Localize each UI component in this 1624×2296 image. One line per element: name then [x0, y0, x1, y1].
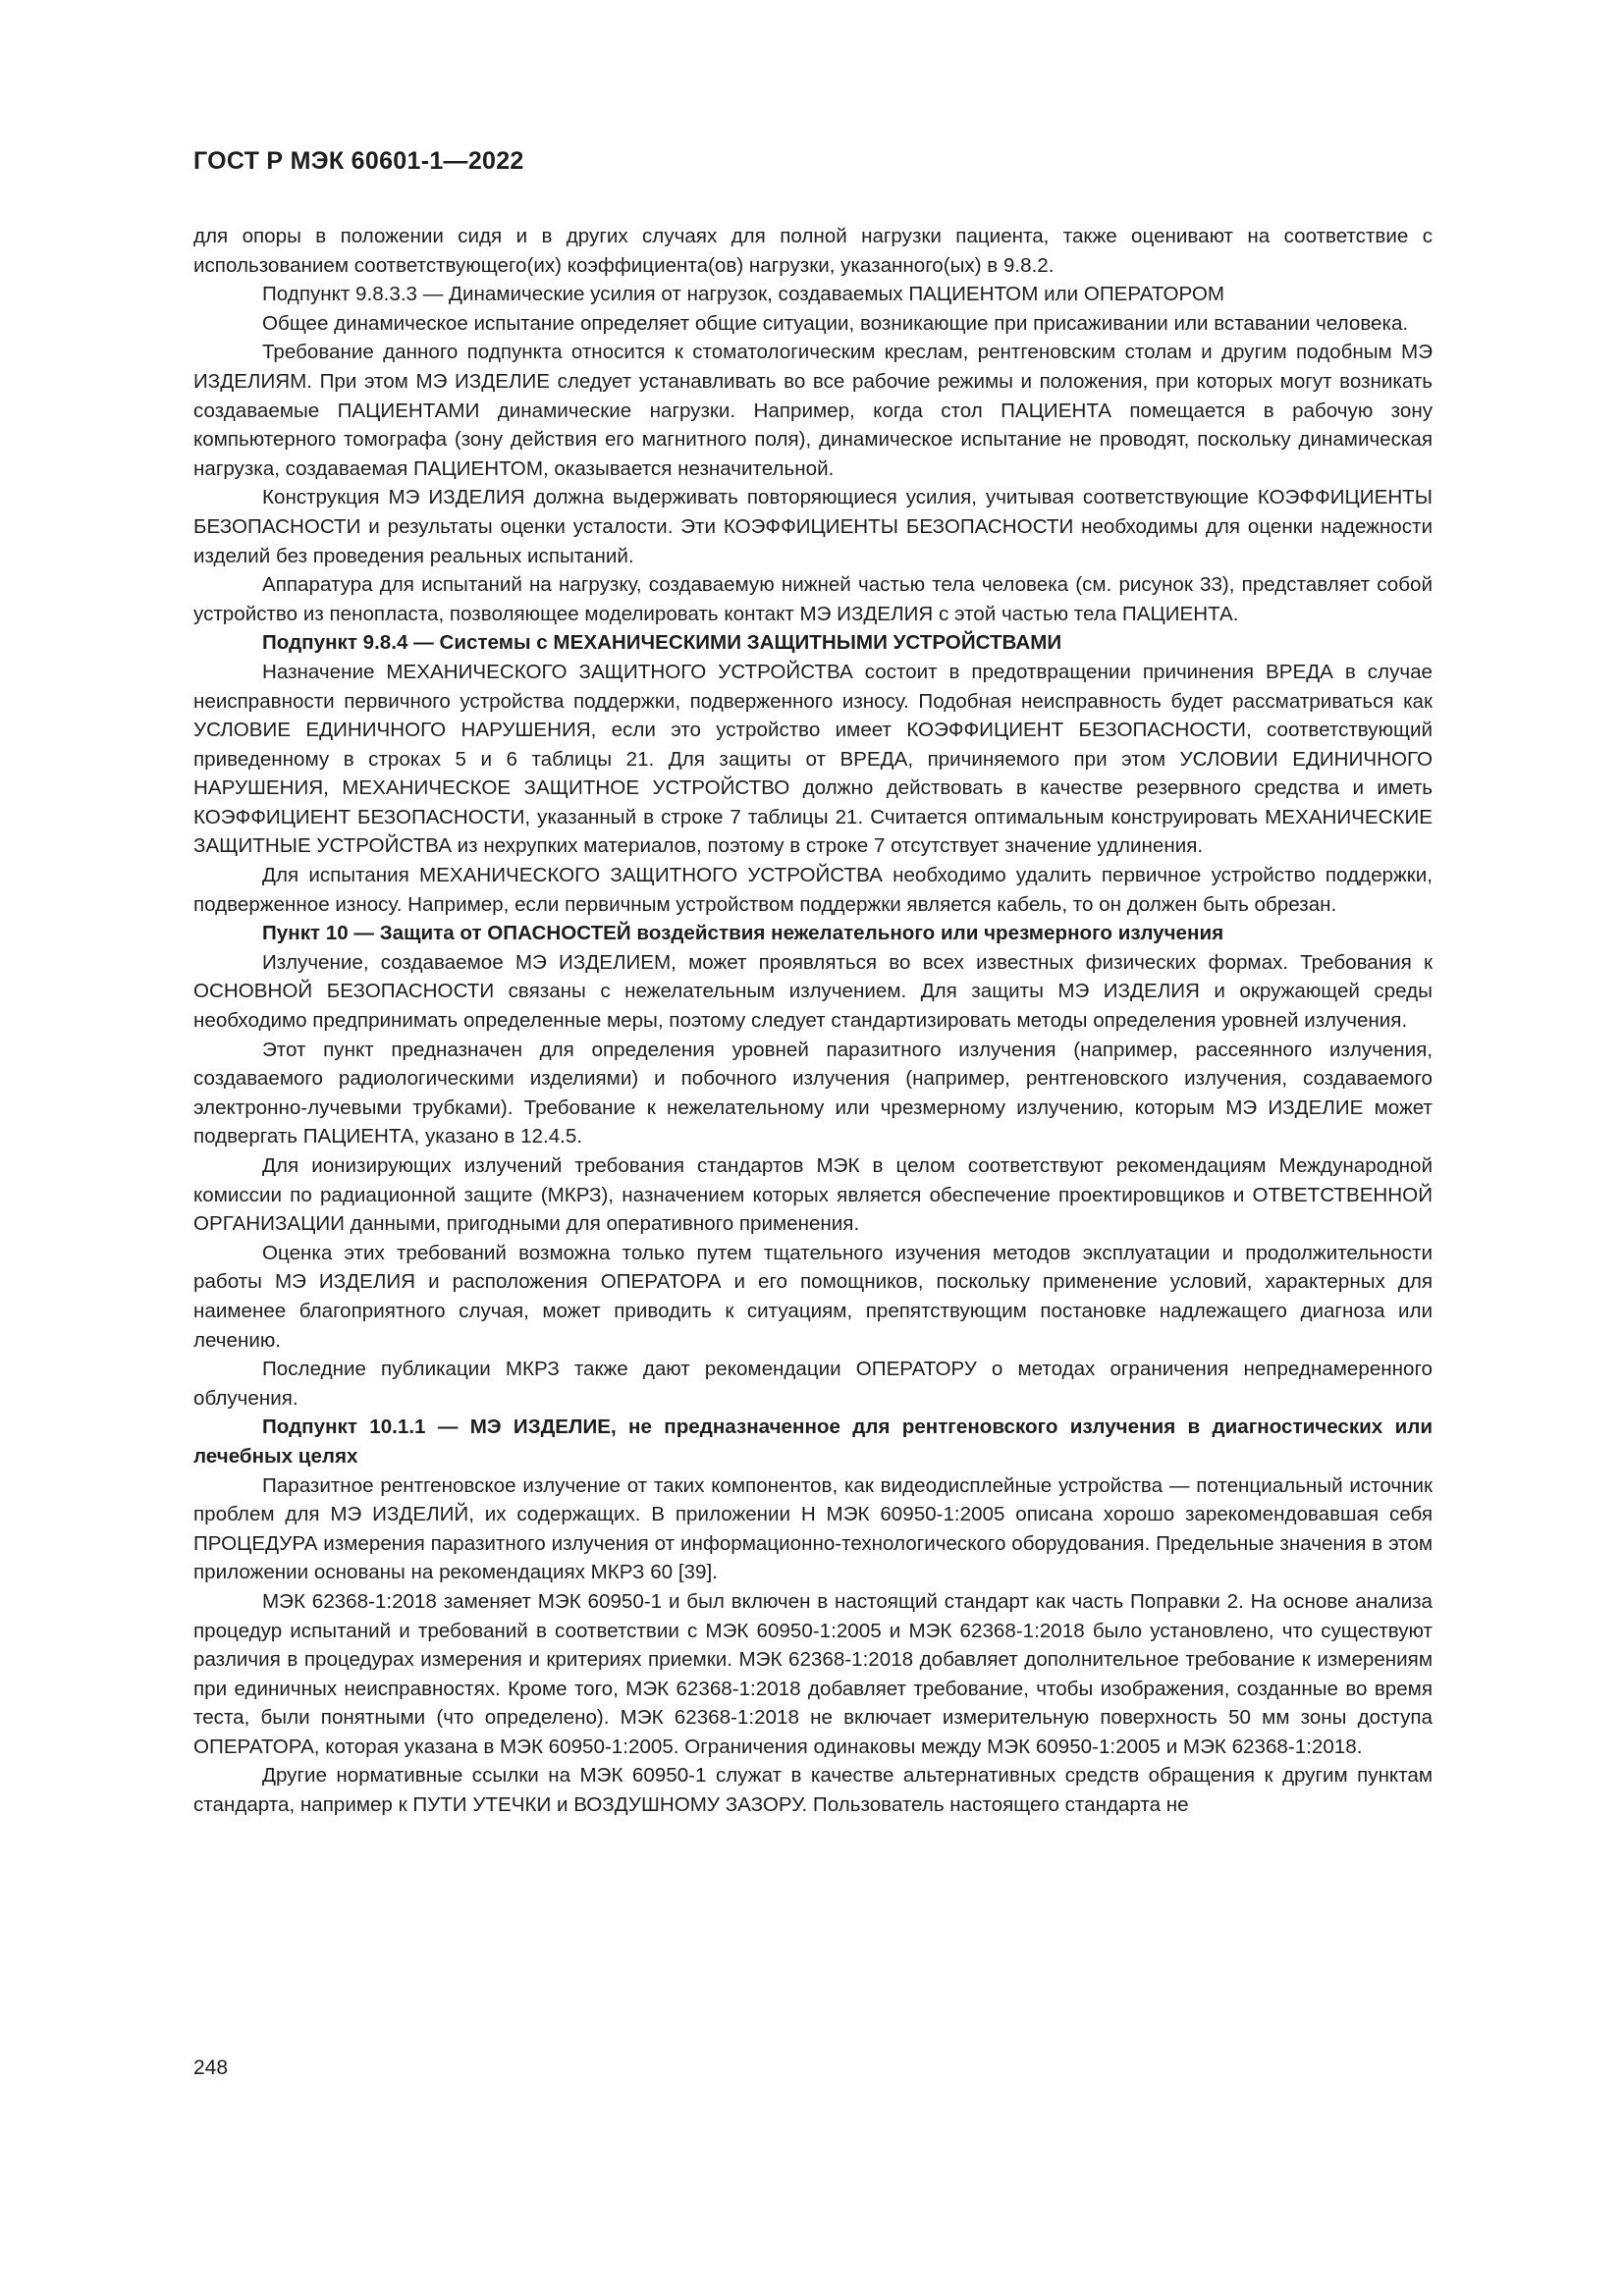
section-heading: Подпункт 10.1.1 — МЭ ИЗДЕЛИЕ, не предназначенное для рентгеновского излучения в диагностических или лечебных целях: [193, 1415, 1433, 1468]
section-heading: Пункт 10 — Защита от ОПАСНОСТЕЙ воздействия нежелательного или чрезмерного излучения: [262, 922, 1224, 945]
paragraph: для опоры в положении сидя и в других случаях для полной нагрузки пациента, также оценивают на соответствие с использованием соответствующего(их) коэффициента(ов) нагрузки, указанного(ых) в 9.8.2.: [193, 225, 1433, 277]
paragraph: Оценка этих требований возможна только путем тщательного изучения методов эксплуатации и продолжительности работы МЭ ИЗДЕЛИЯ и расположения ОПЕРАТОРА и его помощников, поскольку применение условий, характерных для наименее благоприятного случая, может приводить к ситуациям, препятствующим постановке надлежащего диагноза или лечению.: [193, 1241, 1433, 1352]
document-body: [193, 222, 1433, 1820]
page-number: 248: [193, 2056, 229, 2079]
paragraph: Другие нормативные ссылки на МЭК 60950-1 служат в качестве альтернативных средств обращения к другим пунктам стандарта, например к ПУТИ УТЕЧКИ и ВОЗДУШНОМУ ЗАЗОРУ. Пользователь настоящего стандарта не: [193, 1764, 1433, 1817]
document-header: ГОСТ Р МЭК 60601-1—2022: [193, 147, 524, 175]
paragraph: Излучение, создаваемое МЭ ИЗДЕЛИЕМ, может проявляться во всех известных физических формах. Требования к ОСНОВНОЙ БЕЗОПАСНОСТИ связаны с нежелательным излучением. Для защиты МЭ ИЗДЕЛИЯ и окружающей среды необходимо предпринимать определенные меры, поэтому следует стандартизировать методы определения уровней излучения.: [193, 950, 1433, 1033]
paragraph: Требование данного подпункта относится к стоматологическим креслам, рентгеновским столам и другим подобным МЭ ИЗДЕЛИЯМ. При этом МЭ ИЗДЕЛИЕ следует устанавливать во все рабочие режимы и положения, при которых могут возникать создаваемые ПАЦИЕНТАМИ динамические нагрузки. Например, когда стол ПАЦИЕНТА помещается в рабочую зону компьютерного томографа (зону действия его магнитного поля), динамическое испытание не проводят, поскольку динамическая нагрузка, создаваемая ПАЦИЕНТОМ, оказывается незначительной.: [193, 341, 1433, 480]
paragraph: Паразитное рентгеновское излучение от таких компонентов, как видеодисплейные устройства — потенциальный источник проблем для МЭ ИЗДЕЛИЙ, их содержащих. В приложении Н МЭК 60950-1:2005 описана хорошо зарекомендовавшая себя ПРОЦЕДУРА измерения паразитного излучения от информационно-технологического оборудования. Предельные значения в этом приложении основаны на рекомендациях МКРЗ 60 [39].: [193, 1473, 1433, 1584]
paragraph: Последние публикации МКРЗ также дают рекомендации ОПЕРАТОРУ о методах ограничения непреднамеренного облучения.: [193, 1358, 1433, 1410]
paragraph: Общее динамическое испытание определяет общие ситуации, возникающие при присаживании или вставании человека.: [262, 311, 1409, 335]
paragraph: Аппаратура для испытаний на нагрузку, создаваемую нижней частью тела человека (см. рисунок 33), представляет собой устройство из пенопласта, позволяющее моделировать контакт МЭ ИЗДЕЛИЯ с этой частью тела ПАЦИЕНТА.: [193, 573, 1433, 625]
section-heading: Подпункт 9.8.4 — Системы с МЕХАНИЧЕСКИМИ ЗАЩИТНЫМИ УСТРОЙСТВАМИ: [262, 631, 1062, 655]
paragraph: Конструкция МЭ ИЗДЕЛИЯ должна выдерживать повторяющиеся усилия, учитывая соответствующие КОЭФФИЦИЕНТЫ БЕЗОПАСНОСТИ и результаты оценки усталости. Эти КОЭФФИЦИЕНТЫ БЕЗОПАСНОСТИ необходимы для оценки надежности изделий без проведения реальных испытаний.: [193, 486, 1433, 567]
paragraph: МЭК 62368-1:2018 заменяет МЭК 60950-1 и был включен в настоящий стандарт как часть Поправки 2. На основе анализа процедур испытаний и требований в соответствии с МЭК 60950-1:2005 и МЭК 62368-1:2018 было установлено, что существуют различия в процедурах измерения и критериях приемки. МЭК 62368-1:2018 добавляет дополнительное требование к измерениям при единичных неисправностях. Кроме того, МЭК 62368-1:2018 добавляет требование, чтобы изображения, созданные во время теста, были понятными (что определено). МЭК 62368-1:2018 не включает измерительную поверхность 50 мм зоны доступа ОПЕРАТОРА, которая указана в МЭК 60950-1:2005. Ограничения одинаковы между МЭК 60950-1:2005 и МЭК 62368-1:2018.: [193, 1589, 1433, 1758]
paragraph: Для испытания МЕХАНИЧЕСКОГО ЗАЩИТНОГО УСТРОЙСТВА необходимо удалить первичное устройство поддержки, подверженное износу. Например, если первичным устройством поддержки является кабель, то он должен быть обрезан.: [193, 864, 1433, 916]
paragraph: Этот пункт предназначен для определения уровней паразитного излучения (например, рассеянного излучения, создаваемого радиологическими изделиями) и побочного излучения (например, рентгеновского излучения, создаваемого электронно-лучевыми трубками). Требование к нежелательному или чрезмерному излучению, которым МЭ ИЗДЕЛИЕ может подвергать ПАЦИЕНТА, указано в 12.4.5.: [193, 1038, 1433, 1148]
paragraph: Подпункт 9.8.3.3 — Динамические усилия от нагрузок, создаваемых ПАЦИЕНТОМ или ОПЕРАТОРОМ: [262, 283, 1224, 306]
paragraph: Для ионизирующих излучений требования стандартов МЭК в целом соответствуют рекомендациям Международной комиссии по радиационной защите (МКРЗ), назначением которых является обеспечение проектировщиков и ОТВЕТСТВЕННОЙ ОРГАНИЗАЦИИ данными, пригодными для оперативного применения.: [193, 1154, 1433, 1236]
paragraph: Назначение МЕХАНИЧЕСКОГО ЗАЩИТНОГО УСТРОЙСТВА состоит в предотвращении причинения ВРЕДА в случае неисправности первичного устройства поддержки, подверженного износу. Подобная неисправность будет рассматриваться как УСЛОВИЕ ЕДИНИЧНОГО НАРУШЕНИЯ, если это устройство имеет КОЭФФИЦИЕНТ БЕЗОПАСНОСТИ, соответствующий приведенному в строках 5 и 6 таблицы 21. Для защиты от ВРЕДА, причиняемого при этом УСЛОВИИ ЕДИНИЧНОГО НАРУШЕНИЯ, МЕХАНИЧЕСКОЕ ЗАЩИТНОЕ УСТРОЙСТВО должно действовать в качестве резервного средства и иметь КОЭФФИЦИЕНТ БЕЗОПАСНОСТИ, указанный в строке 7 таблицы 21. Считается оптимальным конструировать МЕХАНИЧЕСКИЕ ЗАЩИТНЫЕ УСТРОЙСТВА из нехрупких материалов, поэтому в строке 7 отсутствует значение удлинения.: [193, 660, 1433, 858]
